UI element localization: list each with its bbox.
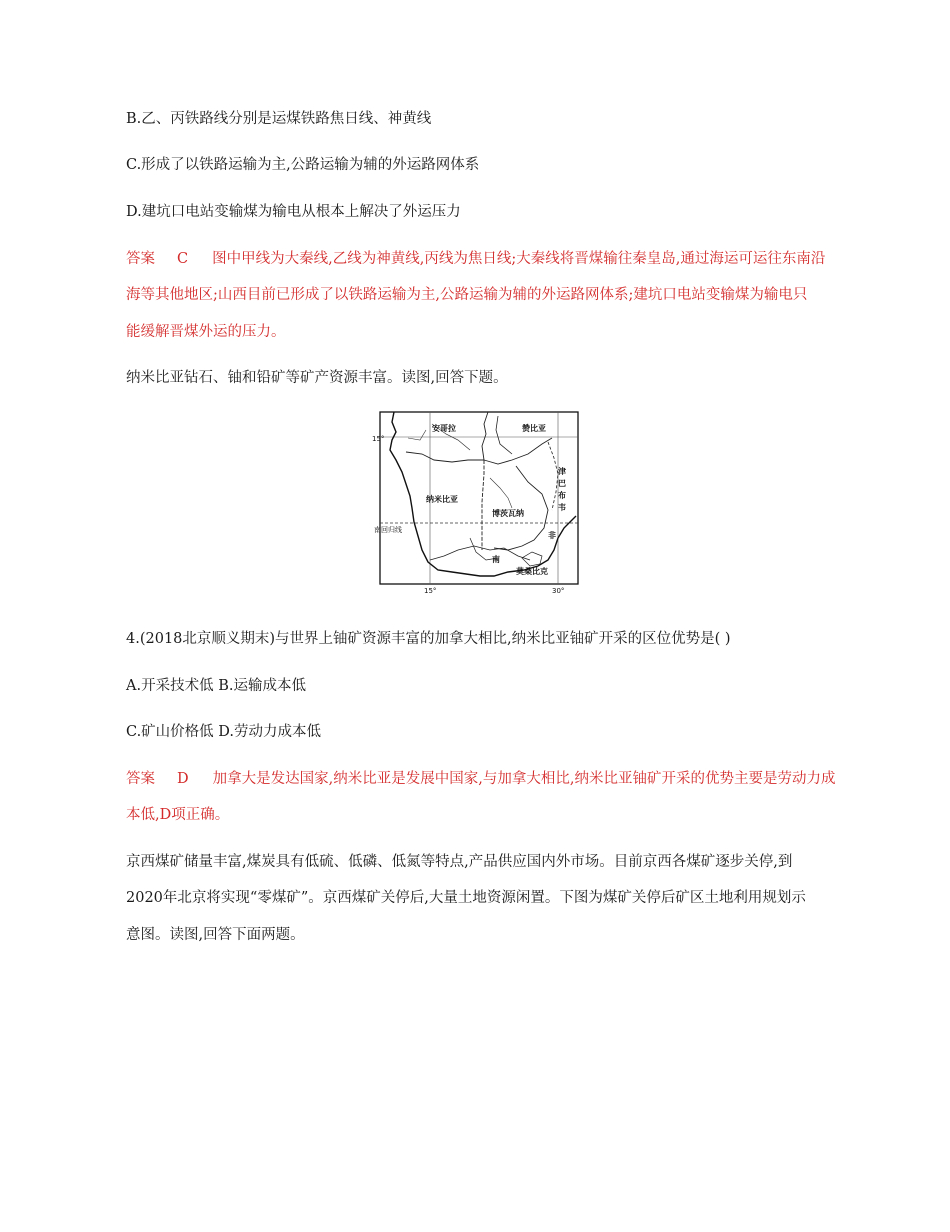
map-label-namibia: 纳米比亚 xyxy=(426,495,458,504)
map-label-zimbabwe-3: 布 xyxy=(558,491,566,500)
map-lon-15: 15° xyxy=(424,587,437,595)
answer-label: 答案 xyxy=(126,771,155,787)
namibia-intro: 纳米比亚钻石、铀和铅矿等矿产资源丰富。读图,回答下题。 xyxy=(126,370,508,386)
map-label-zimbabwe-2: 巴 xyxy=(558,479,566,488)
answer-text: 图中甲线为大秦线,乙线为神黄线,丙线为焦日线;大秦线将晋煤输往秦皇岛,通过海运可运往东南沿 xyxy=(212,251,826,267)
answer-q4-line1 xyxy=(126,769,835,789)
answer-q3-line3: 能缓解晋煤外运的压力。 xyxy=(126,324,286,340)
beijing-intro-line3: 意图。读图,回答下面两题。 xyxy=(126,927,305,943)
option-c: C.形成了以铁路运输为主,公路运输为辅的外运路网体系 xyxy=(126,157,480,173)
map-lat-15: 15° xyxy=(372,435,385,443)
map-label-tropic: 南回归线 xyxy=(374,526,402,534)
map-label-mozambique: 莫桑比克 xyxy=(516,567,548,576)
southern-africa-map xyxy=(372,410,584,598)
map-label-south-africa-1: 南 xyxy=(492,555,500,564)
answer-q3-line1 xyxy=(126,249,825,269)
question-4-stem: 4.(2018北京顺义期末)与世界上铀矿资源丰富的加拿大相比,纳米比亚铀矿开采的区位优势是( ) xyxy=(126,631,731,647)
answer-letter: D xyxy=(177,771,189,787)
map-label-angola: 安哥拉 xyxy=(432,424,456,433)
map-label-botswana: 博茨瓦纳 xyxy=(492,509,524,518)
answer-q4-line2: 本低,D项正确。 xyxy=(126,807,230,823)
option-d: D.建坑口电站变输煤为输电从根本上解决了外运压力 xyxy=(126,204,461,220)
map-lon-30: 30° xyxy=(552,587,565,595)
question-4-options-cd: C.矿山价格低 D.劳动力成本低 xyxy=(126,724,322,740)
question-4-options-ab: A.开采技术低 B.运输成本低 xyxy=(126,678,306,694)
beijing-intro-line2: 2020年北京将实现“零煤矿”。京西煤矿关停后,大量土地资源闲置。下图为煤矿关停后矿区土地利用规划示 xyxy=(126,890,806,906)
map-label-zimbabwe-1: 津 xyxy=(558,467,566,476)
answer-label: 答案 xyxy=(126,251,155,267)
answer-q3-line2: 海等其他地区;山西目前已形成了以铁路运输为主,公路运输为辅的外运路网体系;建坑口电站变输煤为输电只 xyxy=(126,287,808,303)
answer-text: 加拿大是发达国家,纳米比亚是发展中国家,与加拿大相比,纳米比亚铀矿开采的优势主要是劳动力成 xyxy=(212,771,836,787)
map-label-south-africa-2: 非 xyxy=(548,531,556,540)
option-b: B.乙、丙铁路线分别是运煤铁路焦日线、神黄线 xyxy=(126,111,432,127)
map-label-zimbabwe-4: 韦 xyxy=(558,503,566,512)
map-label-zambia: 赞比亚 xyxy=(522,424,546,433)
beijing-intro-line1: 京西煤矿储量丰富,煤炭具有低硫、低磷、低氮等特点,产品供应国内外市场。目前京西各煤矿逐步关停,到 xyxy=(126,854,793,870)
answer-letter: C xyxy=(177,251,189,267)
